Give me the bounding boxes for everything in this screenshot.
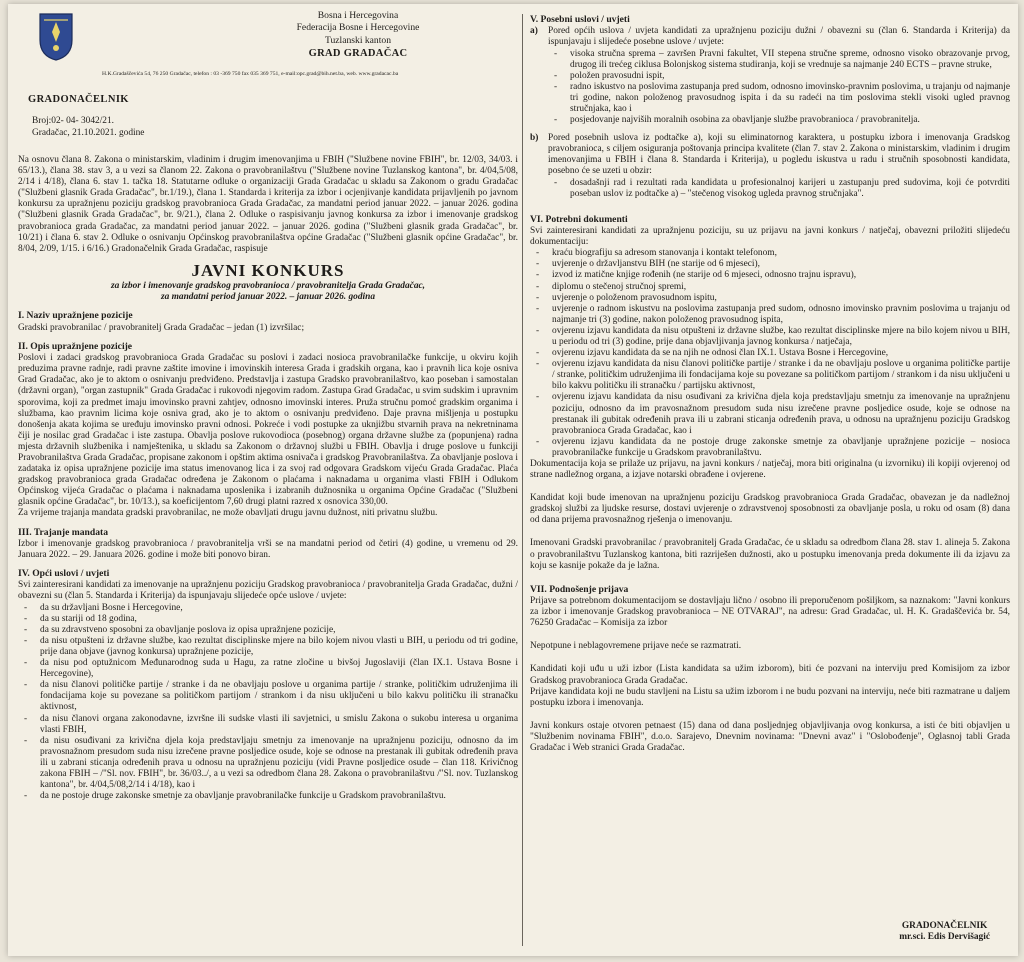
special-conditions-b	[530, 133, 1010, 200]
list-item: - da nisu članovi političke partije / stranke i da ne obavljaju poslove u organima partije / stranke, političkim udruženjima ili fondacijama koje su povezane sa političkom partijom / strankom i da nisu uključeni u bilo kakvu političku ili stranačku aktivnost,	[40, 680, 518, 713]
section-7-note-2: Kandidati koji uđu u uži izbor (Lista kandidata sa užim izborom), biti će pozvani na interviju pred Komisijom za izbor Gradskog pravobranioca Grada Gradačac.	[530, 664, 1010, 686]
right-column	[530, 4, 1010, 956]
list-item: - diplomu o stečenoj stručnoj spremi,	[552, 282, 1010, 293]
special-conditions-a	[530, 26, 1010, 126]
documents-list	[530, 248, 1010, 459]
list-item: - da ne postoje druge zakonske smetnje za obavljanje pravobranilačke funkcije u Gradskom pravobranilaštvu.	[40, 791, 518, 802]
list-item: - ovjerenu izjavu kandidata da nisu otpušteni iz državne službe, kao rezultat disciplinske mjere na bilo kojem nivou u BIH, u periodu od tri (3) godine, prije dana objavljivanja javnog konkursa / natječaja,	[552, 326, 1010, 348]
document-subtitle-2: za mandatni period januar 2022. – januar 2026. godina	[160, 292, 376, 303]
letterhead	[18, 4, 518, 149]
list-item: - uvjerenje o radnom iskustvu na poslovima zastupanja pred sudom, odnosno imovinsko pravnim poslovima u trajanju od najmanje tri (3) godine, nakon položenog pravosudnog ispita,	[552, 304, 1010, 326]
subpoint-b-list	[548, 178, 1010, 200]
list-item: - posjedovanje najviših moralnih osobina za obavljanje službe pravobranioca / pravobranitelja.	[570, 115, 1010, 126]
list-item: - ovjerenu izjavu kandidata da nisu članovi političke partije / stranke i da ne obavljaju poslove u organima političke partije / stranke, političkim udruženjima ili fondacijama koje su povezane sa političkom partijom / strankom i da nisu uključeni u bilo kakvu političku ili stranačku / partijsku aktivnost,	[552, 359, 1010, 392]
subpoint-a-label: a)	[530, 26, 538, 37]
section-6-heading: VI. Potrebni dokumenti	[530, 213, 628, 225]
list-item: - da nisu pod optužnicom Međunarodnog suda u Hagu, za ratne zločine u bivšoj Jugoslaviji (član IX.1. Ustava Bosne i Hercegovine),	[40, 658, 518, 680]
list-item: - ovjerenu izjavu kandidata da nisu osuđivani za krivična djela koja predstavljaju smetnju za imenovanje na upražnjenu poziciju, odnosno da im pravosnažnom presudom suda nisu izrečene pravne posljedice osude, koje se odnose na prestanak ili gubitak određenih prava ili u zabrani sticanja određenih prava, u odnosu na upražnjenu poziciju Gradskog pravobranioca Grada Gradačac, kao i	[552, 392, 1010, 436]
section-6-note-1: Dokumentacija koja se prilaže uz prijavu, na javni konkurs / natječaj, mora biti originalna (u izvorniku) ili kopiji ovjerenoj od strane nadležnog organa, a izjave notarski obrađene i ovjerene.	[530, 459, 1010, 481]
coat-of-arms-icon	[38, 12, 74, 62]
reference-number: Broj:02- 04- 3042/21.	[32, 116, 115, 126]
list-item: - ovjerenu izjavu kandidata da se na njih ne odnosi član IX.1. Ustava Bosne i Hercegovine,	[552, 348, 1010, 359]
list-item: - ovjerenu izjavu kandidata da ne postoje druge zakonske smetnje za obavljanje upražnjene pozicije – nosioca pravobranilačke funkcije u Gradskom pravobranilaštvu.	[552, 437, 1010, 459]
subpoint-a-list	[548, 49, 1010, 127]
list-item: - uvjerenje o državljanstvu BIH (ne starije od 6 mjeseci),	[552, 259, 1010, 270]
list-item: - radno iskustvo na poslovima zastupanja pred sudom, odnosno imovinsko-pravnim poslovima, u trajanju od najmanje tri godine, nakon položenog pravosudnog ispita i da su radeći na tim poslovima stekli visoki ugled pravnog stručnjaka, kao i	[570, 82, 1010, 115]
column-divider	[522, 14, 523, 946]
list-item: - da su zdravstveno sposobni za obavljanje poslova iz opisa upražnjene pozicije,	[40, 625, 518, 636]
list-item: - da su državljani Bosne i Hercegovine,	[40, 603, 518, 614]
federation-line: Federacija Bosne i Hercegovine	[296, 22, 420, 34]
section-7-note-4: Javni konkurs ostaje otvoren petnaest (15) dana od dana posljednjeg objavljivanja ovog konkursa, a isti će biti objavljen u "Službenim novinama FBIH", d.o.o. Sarajevo, Dnevnim novinama: "Dnevni avaz" i "Oslobođenje", Oglasnoj tabli Grada Gradačac i Web stranici Grada Gradačac.	[530, 720, 1010, 753]
signature-block	[899, 921, 990, 945]
list-item: - dosadašnji rad i rezultati rada kandidata u profesionalnoj karijeri u zastupanju pred sudovima, koji će potvrditi poseban uslov iz podtačke a) – "stečenog visokog ugleda pravnog stručnjaka".	[570, 178, 1010, 200]
address-line: H.K.Gradaščevića 54, 76 250 Gradačac, telefon : 03 -369 750 fax 035 369 751, e-mail:opc.grad@bih.net.ba, web. www.gradacac.ba	[102, 71, 399, 77]
list-item: - visoka stručna sprema – završen Pravni fakultet, VII stepena stručne spreme, odnosno visoko obrazovanje prvog, drugog ili trećeg ciklusa Bolonjskog sistema studiranja, koji se vrednuje sa najmanje 240 ECTS – pravne struke,	[570, 49, 1010, 71]
section-1-heading: I. Naziv upražnjene pozicije	[18, 310, 133, 322]
canton-line: Tuzlanski kanton	[324, 34, 391, 46]
section-7-note-3: Prijave kandidata koji ne budu stavljeni na Listu sa užim izborom i ne budu pozvani na interviju, neće biti razmatrane u daljem postupku izbora i imenovanja.	[530, 686, 1010, 708]
list-item: - kraću biografiju sa adresom stanovanja i kontakt telefonom,	[552, 248, 1010, 259]
section-1-text: Gradski pravobranilac / pravobranitelj Grada Gradačac – jedan (1) izvršilac;	[18, 322, 305, 333]
office-title: GRADONAČELNIK	[28, 94, 129, 105]
reference-block	[32, 116, 144, 140]
section-2-text-2: Za vrijeme trajanja mandata gradski pravobranilac, ne može obavljati drugu javnu dužnost, niti privatnu službu.	[18, 508, 438, 519]
signature-name: mr.sci. Edis Dervišagić	[899, 932, 990, 943]
list-item: - da nisu otpušteni iz državne službe, kao rezultat disciplinske mjere na bilo kojem nivou vlasti u BIH, u periodu od tri godine, prije dana objave (javnog konkursa) upražnjene pozicije,	[40, 636, 518, 658]
intro-paragraph: Na osnovu člana 8. Zakona o ministarskim, vladinim i drugim imenovanjima u FBIH ("Službene novine FBIH", br. 12/03, 34/03. i 65/13.), člana 38. stav 3, a u vezi sa članom 22. Zakona o pravobranilaštvu ("Službene novine Tuzlanskog kantona", br. 4/04,5/08, 2/14 i 4/18), člana 6. stav 1. tačka 18. Statutarne odluke o organizaciji Grada Gradačac u skladu sa Zakonom o gradu Gradačac ("Službeni glasnik Grada Gradačac", br.1/19.), člana 1. Standarda i kriterija za izbor i ocjenjivanje kandidata prijavljenih po javnom konkursu za upražnjenu poziciju gradskog pravobranioca Grada Gradačac, za mandatni period januar 2022. – januar 2026. godina ("Službeni glasnik Grada Gradačac", br. 9/21.), člana 2. Odluke o raspisivanju javnog konkursa za izbor i imenovanje gradskog pravobranioca grada Gradačac, za mandatni period januar 2022. – januar 2026. godina ("Službeni glasnik grada Gradačac", br. 10/21) i člana 6. stav 2. Odluke o osnivanju Općinskog pravobranilaštva općine Gradačac ("Službeni glasnik općine Gradačac", br. 8/04, 2/09, 1/15. i 6/16.) Gradonačelnik Grada Gradačac, raspisuje	[18, 155, 518, 254]
left-column	[18, 4, 518, 956]
list-item: - da nisu osuđivani za krivična djela koja predstavljaju smetnju za imenovanje na upražnjenu poziciju, odnosno da im pravosnažnom presudom suda nisu izrečene pravne posljedice osude, koje se odnose na prestanak ili gubitak određenih prava ili u zabrani sticanja određenih prava u odnosu na upražnjenu poziciju (vidi Pravne posljedice osude – član 118. Krivičnog zakona FBIH – /"Sl. nov. FBIH", br. 36/03../, a u vezi sa odredbom člana 28. Zakona o pravobranilaštvu /"Sl. nov. Tuzlanskog kantona", br. 4/04,5/08,2/14 i 4/18), kao i	[40, 736, 518, 791]
section-2-heading: II. Opis upražnjene pozicije	[18, 340, 133, 352]
section-2-text: Poslovi i zadaci gradskog pravobranioca Grada Gradačac su poslovi i zadaci nosioca pravobranilačke funkcije, u okviru kojih preduzima pravne radnje, radi pravne zaštite imovine i imovinskih interesa Grada i gradskih organa, kao i pravnih lica koje osniva Grad Gradačac, ako je to aktom o osnivanju predviđeno. Predstavlja i zastupa Gradsko pravobranilaštvo, kao poseban i samostalan (državni organ), "organ zastupnik" Grada Gradačac i rukovodi njegovim radom. Zastupa Grad Gradačac, u svim sudskim i upravnim sporovima, koji za predmet imaju imovinsko pravni zahtjev, odnosno imovinski interes. Pruža stručnu pomoć gradskim organima i službama, kao pravnim licima koje osniva grad, ako je to aktom o osnivanju predviđeno. Daje pravna mišljenja u postupku donošenja akata kojima se uređuju imovinsko pravni odnosi. Pokreće i vodi postupke za uknjižbu stvarnih prava na nekretninama čiji je nosilac grad Gradačac i iste zastupa. Obavlja poslove rukovodioca (posebnog) organa državne službe za (popunjena) radna mjesta državnih službenika i namještenika, u skladu sa Zakonom o državnoj službi u FBIH. Obavlja i druge poslove u funkciji Pravobranilaštva Grada Gradačac, propisane zakonom i opštim aktima osnivača i gradskog Pravobranilaštva. Za obavljanje poslova i zadataka iz opisa upražnjene pozicije ima status imenovanog lica i za svoj rad odgovara Gradskom vijeću Grada Gradačac. Plaća gradskog pravobranioca grada Gradačac određena je Zakonom o plaćama i naknadama u organima vlasti FBIH i Odlukom Općinskog vijeća Gradačac o plaćama i naknadama uposlenika i izabranih dužnosnika u organima Općine Gradačac ("Službeni glasnik općine Gradačac", br. 10/13.), sa koeficijentom 7,60 drugi platni razred x osnovica 330,00.	[18, 353, 518, 508]
list-item: - uvjerenje o položenom pravosudnom ispitu,	[552, 293, 1010, 304]
section-5-heading: V. Posebni uslovi / uvjeti	[530, 14, 630, 25]
document-date: Gradačac, 21.10.2021. godine	[32, 127, 145, 138]
document-subtitle-1: za izbor i imenovanje gradskog pravobranioca / pravobranitelja Grada Gradačac,	[110, 280, 426, 291]
document-title: JAVNI KONKURS	[191, 260, 345, 280]
list-item: - izvod iz matične knjige rođenih (ne starije od 6 mjeseci, odnosno trajnu ispravu),	[552, 270, 1010, 281]
section-3-heading: III. Trajanje mandata	[18, 526, 108, 538]
section-4-heading: IV. Opći uslovi / uvjeti	[18, 568, 110, 580]
signature-title: GRADONAČELNIK	[901, 920, 988, 931]
general-conditions-list	[18, 603, 518, 803]
letterhead-text	[228, 10, 488, 60]
document-page	[8, 4, 1018, 956]
subpoint-a-text: Pored općih uslova / uvjeta kandidati za upražnjenu poziciju dužni / obavezni su (član 6. Standarda i Kriterija) da ispunjavaju i slijedeće posebne uslove / uvjete:	[548, 26, 1010, 48]
section-3-text: Izbor i imenovanje gradskog pravobranioca / pravobranitelja vrši se na mandatni period od četiri (4) godine, u vremenu od 29. Januara 2022. – 29. Januara 2026. godine i može biti ponovo biran.	[18, 538, 518, 560]
list-item: - da nisu članovi organa zakonodavne, izvršne ili sudske vlasti ili savjetnici, u smislu Zakona o sukobu interesa u organima vlasti FBIH,	[40, 714, 518, 736]
section-6-note-3: Imenovani Gradski pravobranilac / pravobranitelj Grada Gradačac, će u skladu sa odredbom člana 28. stav 1. alineja 5. Zakona o pravobranilaštvu Tuzlanskog kantona, biti razriješen dužnosti, ako u postupku imenovanja preda dokumente ili da izjavu za koju se kasnije pokaže da je lažna.	[530, 538, 1010, 571]
section-6-note-2: Kandidat koji bude imenovan na upražnjenu poziciju Gradskog pravobranioca Grada Gradačac, obavezan je da nadležnoj gradskoj službi za ljudske resurse, dostavi uvjerenje o zdravstvenoj sposobnosti za obavljanje posla, u roku od osam (8) dana od dana prijema pravosnažnog rješenja o imenovanju.	[530, 493, 1010, 526]
list-item: - da su stariji od 18 godina,	[40, 614, 518, 625]
section-7-heading: VII. Podnošenje prijava	[530, 583, 629, 595]
subpoint-b-label: b)	[530, 133, 539, 144]
section-7-note-1: Nepotpune i neblagovremene prijave neće se razmatrati.	[530, 641, 742, 652]
section-4-text: Svi zainteresirani kandidati za imenovanje na upražnjenu poziciju Gradskog pravobranioca / pravobranitelja Grada Gradačac, dužni / obavezni su (član 5. Standarda i Kriterija) da ispunjavaju slijedeće opće uslove / uvjete:	[18, 580, 518, 602]
country-line: Bosna i Hercegovina	[317, 10, 399, 21]
city-line: GRAD GRADAČAC	[308, 47, 408, 59]
section-6-text: Svi zainteresirani kandidati za upražnjenu poziciju, su uz prijavu na javni konkurs / natječaj, obavezni priložiti slijedeću dokumentaciju:	[530, 226, 1010, 248]
list-item: - položen pravosudni ispit,	[570, 71, 1010, 82]
subpoint-b-text: Pored posebnih uslova iz podtačke a), koji su eliminatornog karaktera, u postupku izbora i imenovanja Gradskog pravobranioca, s ciljem osiguranja poštovanja principa kvalitete (član 7. stav 2. Zakona o ministarskim, vladinim i drugim imenovanjima u FBIH i člana 8. Standarda i Kriterija), u pogledu iskustva u radu i stručnih sposobnosti kandidata, posebno će se uzeti u obzir:	[548, 133, 1010, 177]
section-7-text: Prijave sa potrebnom dokumentacijom se dostavljaju lično / osobno ili preporučenom pošiljkom, sa naznakom: "Javni konkurs za izbor i imenovanje Gradskog pravobranioca – NE OTVARAJ", na adresu: Grad Gradačac, ul. H. K. Gradaščevića br. 54, 76250 Gradačac – Komisija za izbor	[530, 596, 1010, 629]
